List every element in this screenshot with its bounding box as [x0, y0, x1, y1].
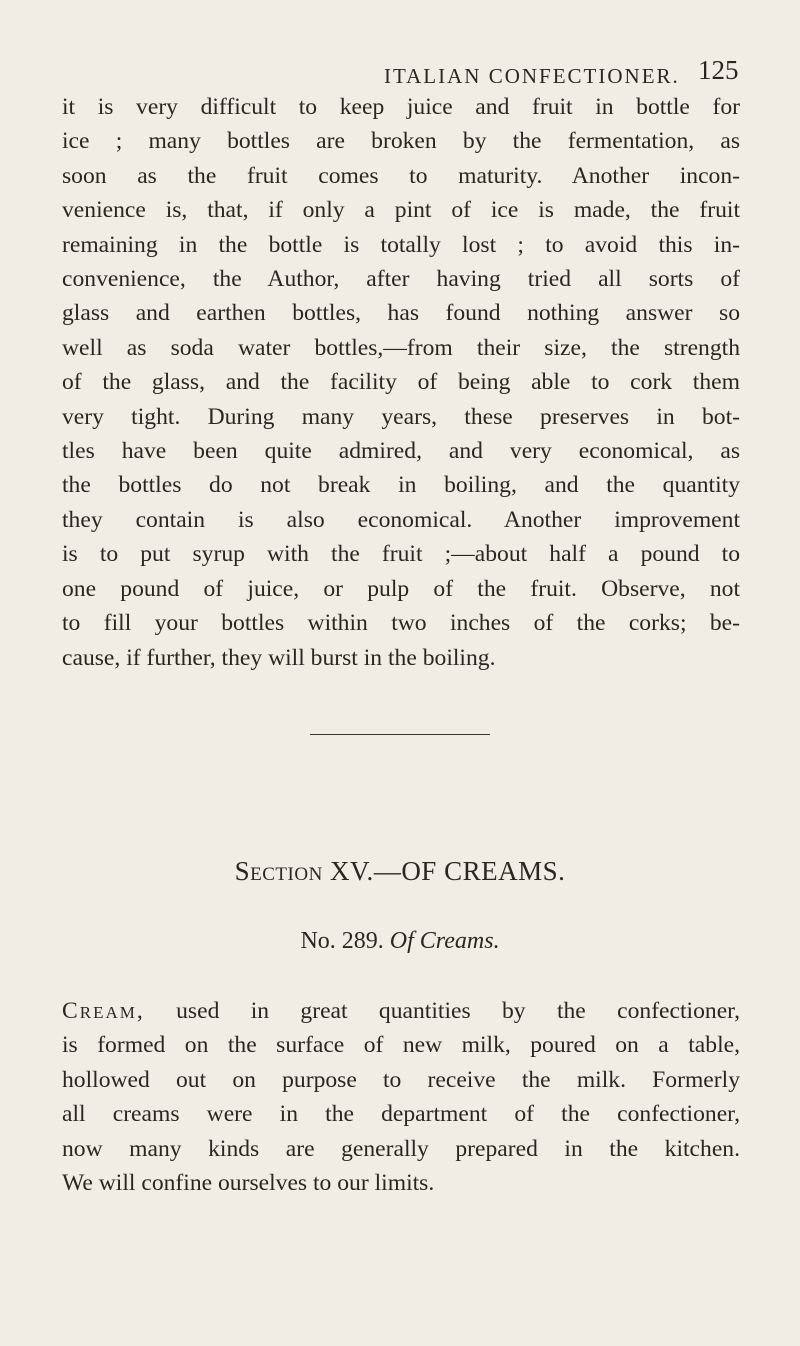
page-number: 125: [698, 55, 739, 85]
text-line: one pound of juice, or pulp of the fruit. Observe, not: [62, 575, 740, 602]
text-line: all creams were in the department of the confectioner,: [62, 1101, 740, 1128]
text-line: of the glass, and the facility of being able to cork them: [62, 369, 740, 396]
recipe-title: Of Creams.: [389, 928, 500, 954]
running-title: ITALIAN CONFECTIONER.: [384, 64, 680, 88]
lead-word: Cream,: [62, 998, 145, 1024]
running-head: [0, 54, 800, 94]
text-line: the bottles do not break in boiling, and the quantity: [62, 472, 740, 499]
recipe-number: No. 289.: [300, 928, 384, 954]
text-line: soon as the fruit comes to maturity. Another incon-: [62, 162, 740, 189]
paragraph-creams: [62, 994, 740, 1200]
text-line: glass and earthen bottles, has found nothing answer so: [62, 300, 740, 327]
text-line: We will confine ourselves to our limits.: [62, 1170, 435, 1197]
text-line: is formed on the surface of new milk, poured on a table,: [62, 1032, 740, 1059]
text-line: tles have been quite admired, and very economical, as: [62, 438, 740, 465]
text-line: very tight. During many years, these preserves in bot-: [62, 403, 740, 430]
section-heading: [0, 856, 800, 887]
section-divider-rule: [310, 734, 490, 735]
text-line: venience is, that, if only a pint of ice is made, the fruit: [62, 197, 740, 224]
text-line: now many kinds are generally prepared in the kitchen.: [62, 1135, 740, 1162]
text-line: well as soda water bottles,—from their size, the strength: [62, 334, 740, 361]
recipe-heading: [0, 928, 800, 955]
text-line: they contain is also economical. Another improvement: [62, 506, 740, 533]
text-line-first: [62, 994, 740, 1028]
section-title: —OF CREAMS.: [373, 856, 566, 886]
paragraph-bottled-fruit: [62, 90, 740, 675]
text-line: is to put syrup with the fruit ;—about half a pound to: [62, 541, 740, 568]
text-line: it is very difficult to keep juice and fruit in bottle for: [62, 94, 740, 120]
text-line: remaining in the bottle is totally lost ; to avoid this in-: [62, 231, 740, 258]
first-line-rest: used in great quantities by the confectioner,: [144, 998, 740, 1024]
text-line: convenience, the Author, after having tried all sorts of: [62, 266, 740, 293]
text-line: hollowed out on purpose to receive the milk. Formerly: [62, 1066, 740, 1093]
text-line: to fill your bottles within two inches of the corks; be-: [62, 610, 740, 637]
section-label: Section XV.: [234, 856, 374, 886]
text-line: ice ; many bottles are broken by the fermentation, as: [62, 128, 740, 155]
text-line: cause, if further, they will burst in the boiling.: [62, 644, 496, 671]
